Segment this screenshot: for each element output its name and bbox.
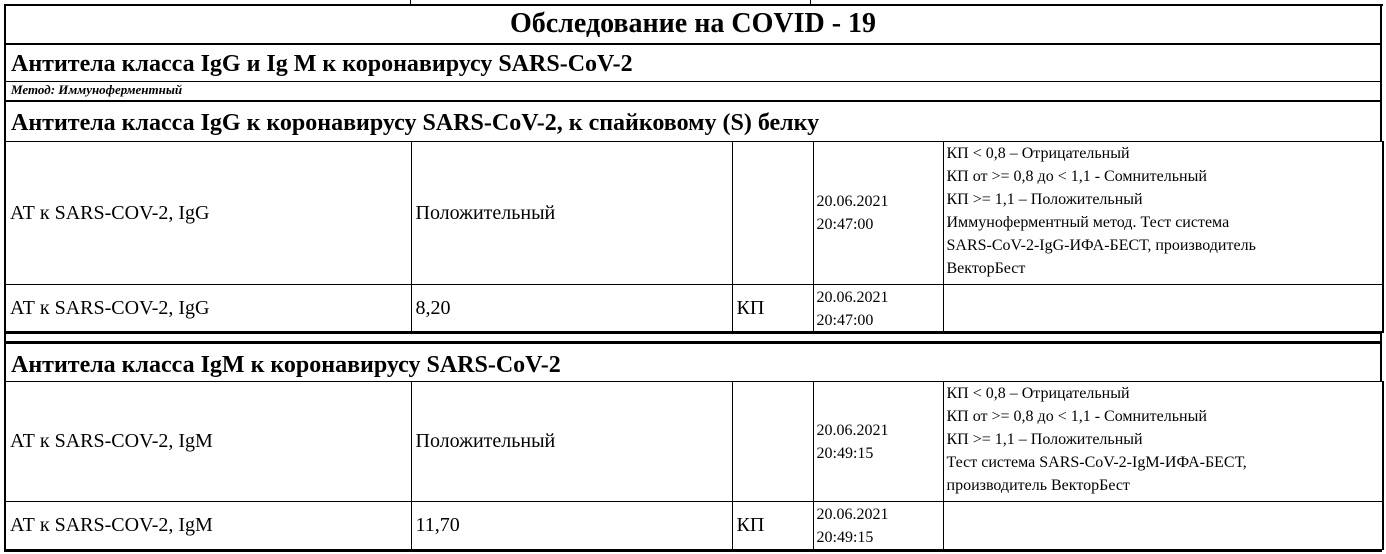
test-time: 20:49:15	[816, 528, 874, 546]
test-datetime	[813, 502, 943, 550]
test-time: 20:49:15	[816, 444, 874, 462]
test-name: АТ к SARS-COV-2, IgG	[5, 285, 411, 333]
test-result: Положительный	[411, 382, 732, 502]
reference-line: КП < 0,8 – Отрицательный	[946, 385, 1130, 402]
table-gap	[4, 334, 1382, 341]
table-row	[5, 285, 1383, 333]
test-datetime	[813, 285, 943, 333]
test-unit	[732, 382, 813, 502]
test-date: 20.06.2021	[816, 505, 889, 523]
test-datetime	[813, 142, 943, 285]
test-result: 11,70	[411, 502, 732, 550]
results-table-igm	[4, 381, 1384, 550]
reference-line: производитель ВекторБест	[946, 477, 1130, 494]
section-header-igm: Антитела класса IgM к коронавирусу SARS-CoV-2	[4, 341, 1382, 381]
test-date: 20.06.2021	[816, 421, 889, 439]
test-unit	[732, 142, 813, 285]
reference-range	[943, 502, 1383, 550]
report-title: Обследование на COVID - 19	[4, 5, 1382, 43]
reference-line: Тест система SARS-CoV-2-IgM-ИФА-БЕСТ,	[946, 454, 1247, 471]
test-unit: КП	[732, 285, 813, 333]
reference-range	[943, 285, 1383, 333]
reference-line: Иммуноферментный метод. Тест система	[946, 214, 1230, 231]
method-label: Метод: Иммуноферментный	[4, 81, 1382, 101]
test-result: 8,20	[411, 285, 732, 333]
results-table-igg	[4, 141, 1384, 333]
table-row	[5, 502, 1383, 550]
test-datetime	[813, 382, 943, 502]
reference-line: КП < 0,8 – Отрицательный	[946, 145, 1130, 162]
table-bottom-border	[4, 549, 1382, 552]
test-time: 20:47:00	[816, 311, 874, 329]
group-header: Антитела класса IgG и Ig M к коронавирусу SARS-CoV-2	[4, 43, 1382, 81]
table-row	[5, 382, 1383, 502]
reference-range	[943, 382, 1383, 502]
reference-line: SARS-CoV-2-IgG-ИФА-БЕСТ, производитель	[946, 237, 1256, 254]
reference-range	[943, 142, 1383, 285]
reference-line: КП от >= 0,8 до < 1,1 - Сомнительный	[946, 168, 1207, 185]
test-result: Положительный	[411, 142, 732, 285]
test-name: АТ к SARS-COV-2, IgM	[5, 502, 411, 550]
test-unit: КП	[732, 502, 813, 550]
test-name: АТ к SARS-COV-2, IgG	[5, 142, 411, 285]
test-date: 20.06.2021	[816, 193, 889, 210]
reference-line: КП от >= 0,8 до < 1,1 - Сомнительный	[946, 408, 1207, 425]
table-row	[5, 142, 1383, 285]
test-time: 20:47:00	[816, 216, 874, 233]
reference-line: КП >= 1,1 – Положительный	[946, 191, 1143, 208]
reference-line: ВекторБест	[946, 260, 1026, 277]
test-name: АТ к SARS-COV-2, IgM	[5, 382, 411, 502]
reference-line: КП >= 1,1 – Положительный	[946, 431, 1143, 448]
section-header-igg: Антитела класса IgG к коронавирусу SARS-CoV-2, к спайковому (S) белку	[4, 100, 1382, 141]
test-date: 20.06.2021	[816, 288, 889, 306]
